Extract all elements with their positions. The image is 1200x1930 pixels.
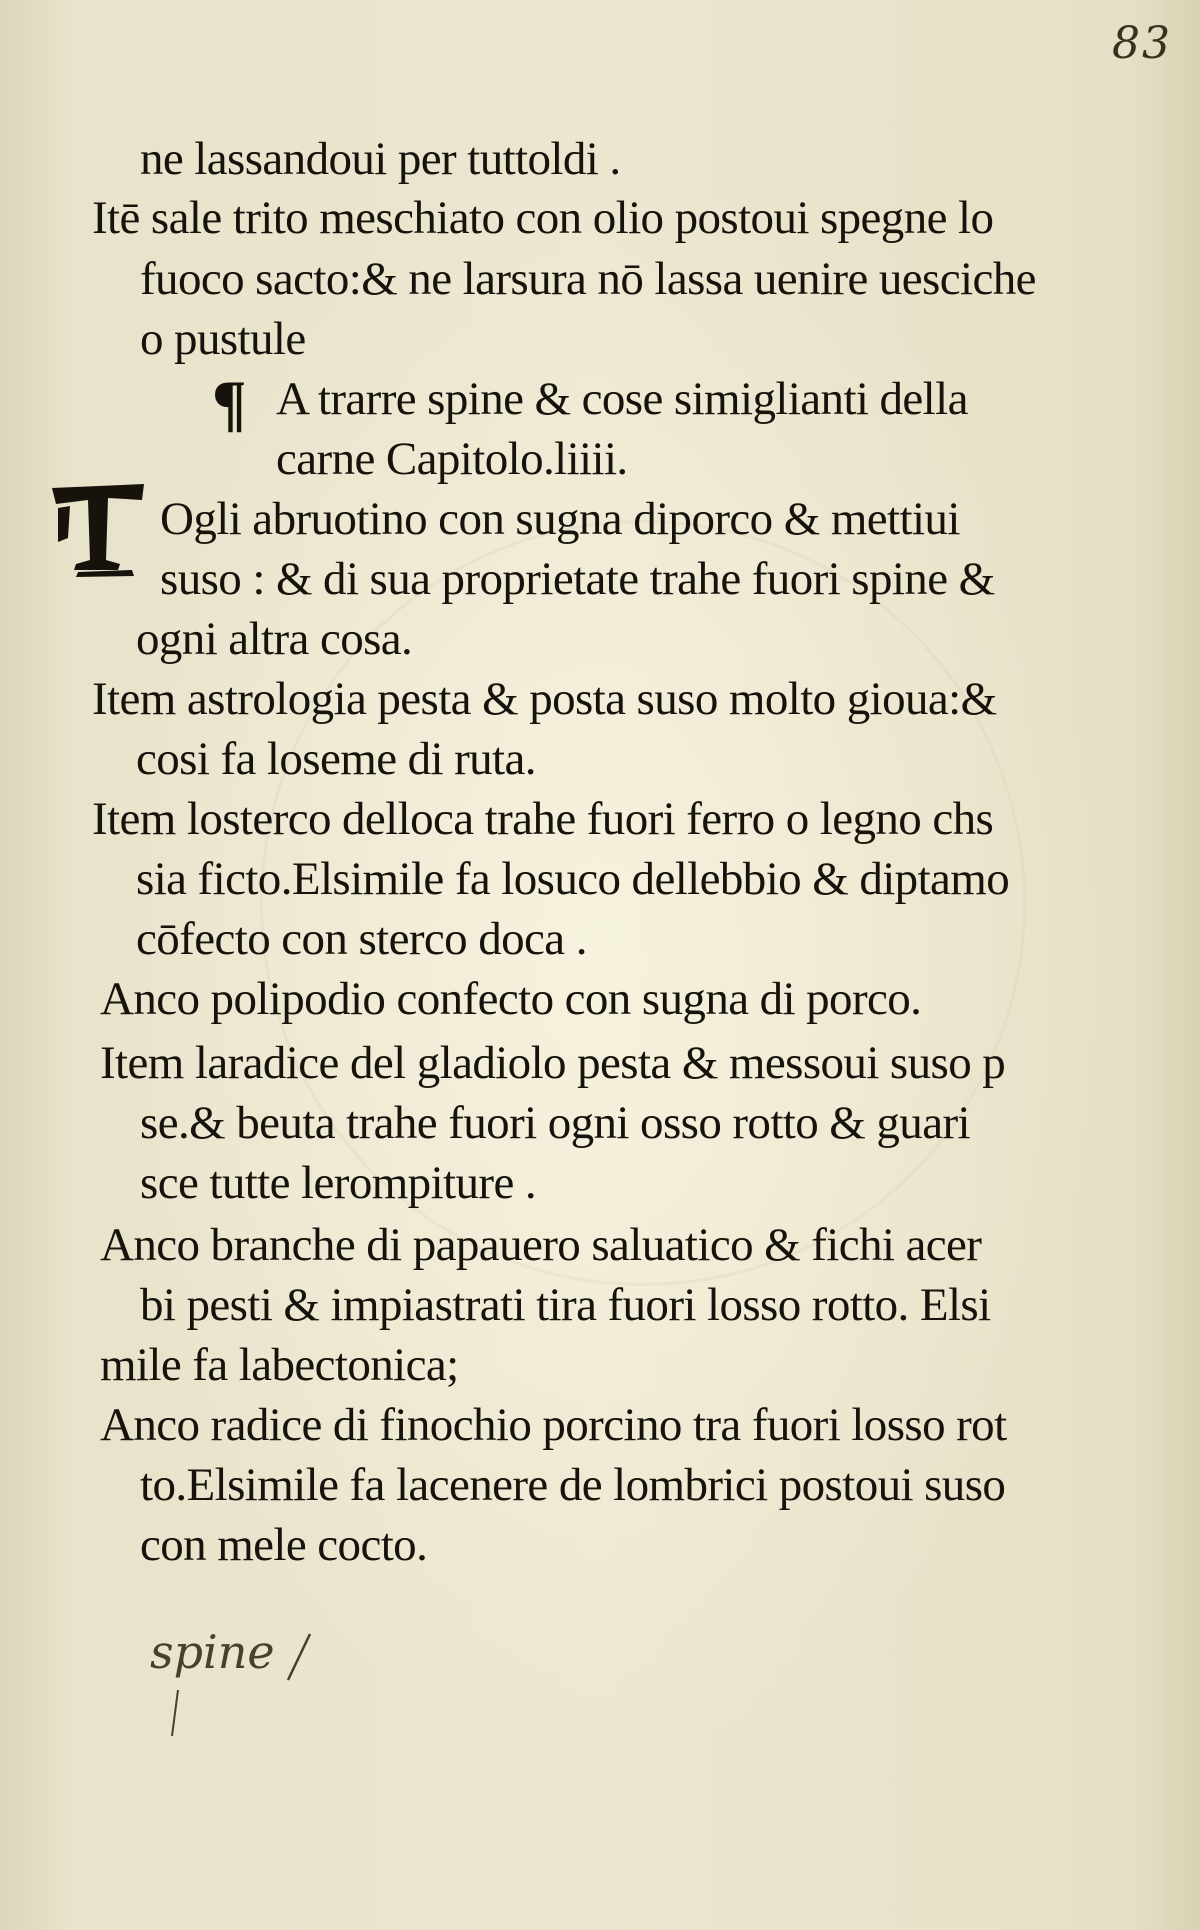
text-line: Item laradice del gladiolo pesta & messoui suso p [100, 1037, 1006, 1089]
text-line: cōfecto con sterco doca . [136, 913, 587, 965]
text-line: Item losterco delloca trahe fuori ferro o legno chs [92, 793, 994, 845]
text-line: ne lassandoui per tuttoldi . [140, 133, 621, 185]
handwritten-stroke [150, 1630, 320, 1740]
text-line: Anco radice di finochio porcino tra fuori losso rot [100, 1399, 1007, 1451]
pilcrow-mark: ¶ [212, 367, 247, 438]
text-line: cosi fa loseme di ruta. [136, 733, 536, 785]
text-line: ogni altra cosa. [136, 613, 413, 665]
text-line: sce tutte lerompiture . [140, 1157, 537, 1209]
text-line: to.Elsimile fa lacenere de lombrici postoui suso [140, 1459, 1006, 1511]
initial-letter-t [48, 478, 148, 578]
text-line: con mele cocto. [140, 1519, 428, 1571]
text-line: Itē sale trito meschiato con olio postoui spegne lo [92, 192, 994, 244]
text-line: suso : & di sua proprietate trahe fuori spine & [160, 553, 995, 605]
text-line: o pustule [140, 313, 306, 365]
folio-number: 83 [1112, 18, 1172, 69]
handwritten-note: spine [150, 1625, 275, 1679]
text-line: Anco branche di papauero saluatico & fichi acer [100, 1219, 982, 1271]
text-line: mile fa labectonica; [100, 1339, 459, 1391]
section-heading: A trarre spine & cose simiglianti della [276, 373, 968, 425]
text-line: Anco polipodio confecto con sugna di porco. [100, 973, 922, 1025]
text-line: bi pesti & impiastrati tira fuori losso rotto. Elsi [140, 1279, 991, 1331]
text-line: se.& beuta trahe fuori ogni osso rotto & guari [140, 1097, 970, 1149]
section-heading: carne Capitolo.liiii. [276, 433, 628, 485]
text-line: sia ficto.Elsimile fa losuco dellebbio & diptamo [136, 853, 1010, 905]
text-line: Ogli abruotino con sugna diporco & mettiui [160, 493, 960, 545]
text-line: fuoco sacto:& ne larsura nō lassa uenire uesciche [140, 253, 1036, 305]
text-line: Item astrologia pesta & posta suso molto gioua:& [92, 673, 997, 725]
